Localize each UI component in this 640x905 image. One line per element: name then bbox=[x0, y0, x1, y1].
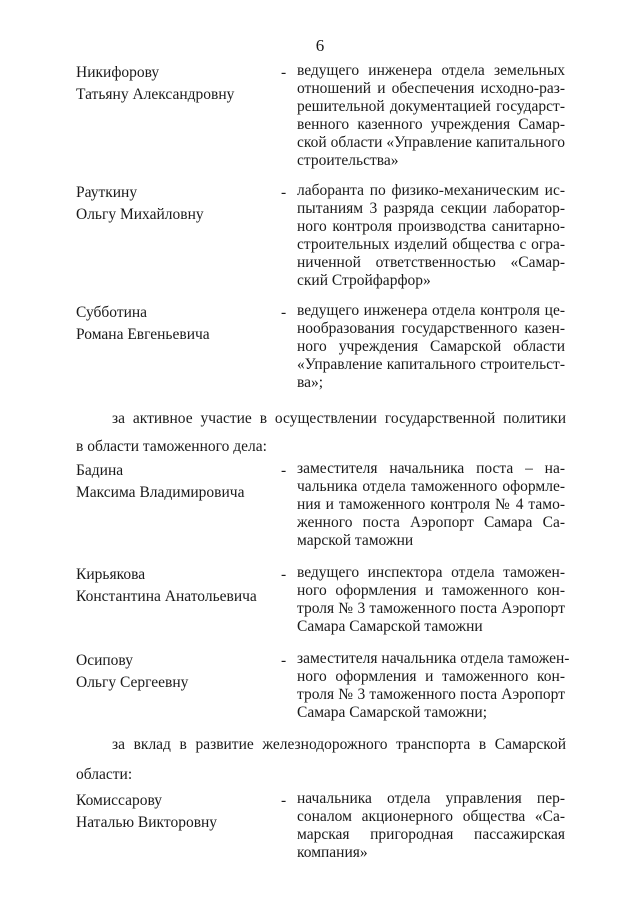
position-line: решительной документацией государст- bbox=[297, 98, 565, 115]
position-line: ного учреждения Самарской области bbox=[297, 338, 565, 355]
surname: Кирьякова bbox=[76, 566, 146, 583]
section-heading-line: области: bbox=[76, 766, 133, 783]
position-line: заместителя начальника поста – на- bbox=[297, 460, 565, 477]
position-line: лаборанта по физико-механическим ис- bbox=[297, 182, 565, 199]
given-names: Ольгу Сергеевну bbox=[76, 674, 189, 691]
position-line: «Управление капитального строительст- bbox=[297, 356, 565, 373]
position-line: компания» bbox=[297, 844, 368, 861]
position-line: женного поста Аэропорт Самара Са- bbox=[297, 514, 565, 531]
recipient-name bbox=[76, 564, 276, 608]
position-line: ской области «Управление капитального bbox=[297, 134, 565, 151]
position-line: строительных изделий общества с огра- bbox=[297, 236, 565, 253]
surname: Комиссарову bbox=[76, 792, 162, 809]
position-line: Самара Самарской таможни bbox=[297, 618, 483, 635]
dash: - bbox=[281, 64, 287, 81]
surname: Осипову bbox=[76, 652, 133, 669]
position-line: ного оформления и таможенного кон- bbox=[297, 582, 565, 599]
recipient-name bbox=[76, 790, 276, 834]
surname: Рауткину bbox=[76, 184, 138, 201]
recipient-position bbox=[297, 460, 565, 550]
position-line: ного контроля производства санитарно- bbox=[297, 218, 565, 235]
recipient-position bbox=[297, 790, 565, 862]
section-heading-line: за вклад в развитие железнодорожного транспорта в Самарской bbox=[112, 736, 566, 753]
position-line: ва»; bbox=[297, 374, 324, 391]
surname: Субботина bbox=[76, 304, 148, 321]
position-line: марской таможни bbox=[297, 532, 414, 549]
recipient-name bbox=[76, 460, 276, 504]
page-number: 6 bbox=[315, 36, 325, 55]
position-line: пытаниям 3 разряда секции лаборатор- bbox=[297, 200, 565, 217]
position-line: ния и таможенного контроля № 4 тамо- bbox=[297, 496, 565, 513]
recipient-position bbox=[297, 650, 570, 722]
position-line: венного казенного учреждения Самар- bbox=[297, 116, 565, 133]
dash: - bbox=[281, 566, 287, 583]
position-line: ведущего инспектора отдела таможен- bbox=[297, 564, 565, 581]
recipient-name bbox=[76, 62, 276, 106]
position-line: соналом акционерного общества «Са- bbox=[297, 808, 565, 825]
given-names: Константина Анатольевича bbox=[76, 588, 257, 605]
recipient-name bbox=[76, 182, 276, 226]
position-line: нообразования государственного казен- bbox=[297, 320, 565, 337]
given-names: Максима Владимировича bbox=[76, 484, 245, 501]
given-names: Романа Евгеньевича bbox=[76, 326, 210, 343]
position-line: чальника отдела таможенного оформле- bbox=[297, 478, 565, 495]
position-line: отношений и обеспечения исходно-раз- bbox=[297, 80, 565, 97]
dash: - bbox=[281, 304, 287, 321]
dash: - bbox=[281, 462, 287, 479]
surname: Никифорову bbox=[76, 64, 160, 81]
position-line: строительства» bbox=[297, 152, 399, 169]
recipient-name bbox=[76, 650, 276, 694]
recipient-position bbox=[297, 62, 565, 170]
position-line: начальника отдела управления пер- bbox=[297, 790, 565, 807]
surname: Бадина bbox=[76, 462, 124, 479]
dash: - bbox=[281, 652, 287, 669]
position-line: троля № 3 таможенного поста Аэропорт bbox=[297, 686, 565, 703]
dash: - bbox=[281, 184, 287, 201]
section-heading-customs bbox=[76, 408, 566, 458]
recipient-position bbox=[297, 182, 565, 290]
position-line: троля № 3 таможенного поста Аэропорт bbox=[297, 600, 565, 617]
position-line: ного оформления и таможенного кон- bbox=[297, 668, 565, 685]
given-names: Татьяну Александровну bbox=[76, 86, 235, 103]
section-heading-line: в области таможенного дела: bbox=[76, 438, 267, 455]
recipient-position bbox=[297, 302, 565, 392]
position-line: заместителя начальника отдела таможен- bbox=[297, 650, 570, 667]
recipient-name bbox=[76, 302, 276, 346]
position-line: Самара Самарской таможни; bbox=[297, 704, 488, 721]
dash: - bbox=[281, 792, 287, 809]
position-line: ниченной ответственностью «Самар- bbox=[297, 254, 565, 271]
given-names: Наталью Викторовну bbox=[76, 814, 218, 831]
position-line: марская пригородная пассажирская bbox=[297, 826, 565, 843]
position-line: ский Стройфарфор» bbox=[297, 272, 431, 289]
recipient-position bbox=[297, 564, 565, 636]
position-line: ведущего инженера отдела земельных bbox=[297, 62, 565, 79]
given-names: Ольгу Михайловну bbox=[76, 206, 204, 223]
section-heading-line: за активное участие в осуществлении государственной политики bbox=[112, 410, 566, 427]
position-line: ведущего инженера отдела контроля це- bbox=[297, 302, 565, 319]
section-heading-railway bbox=[76, 734, 566, 786]
